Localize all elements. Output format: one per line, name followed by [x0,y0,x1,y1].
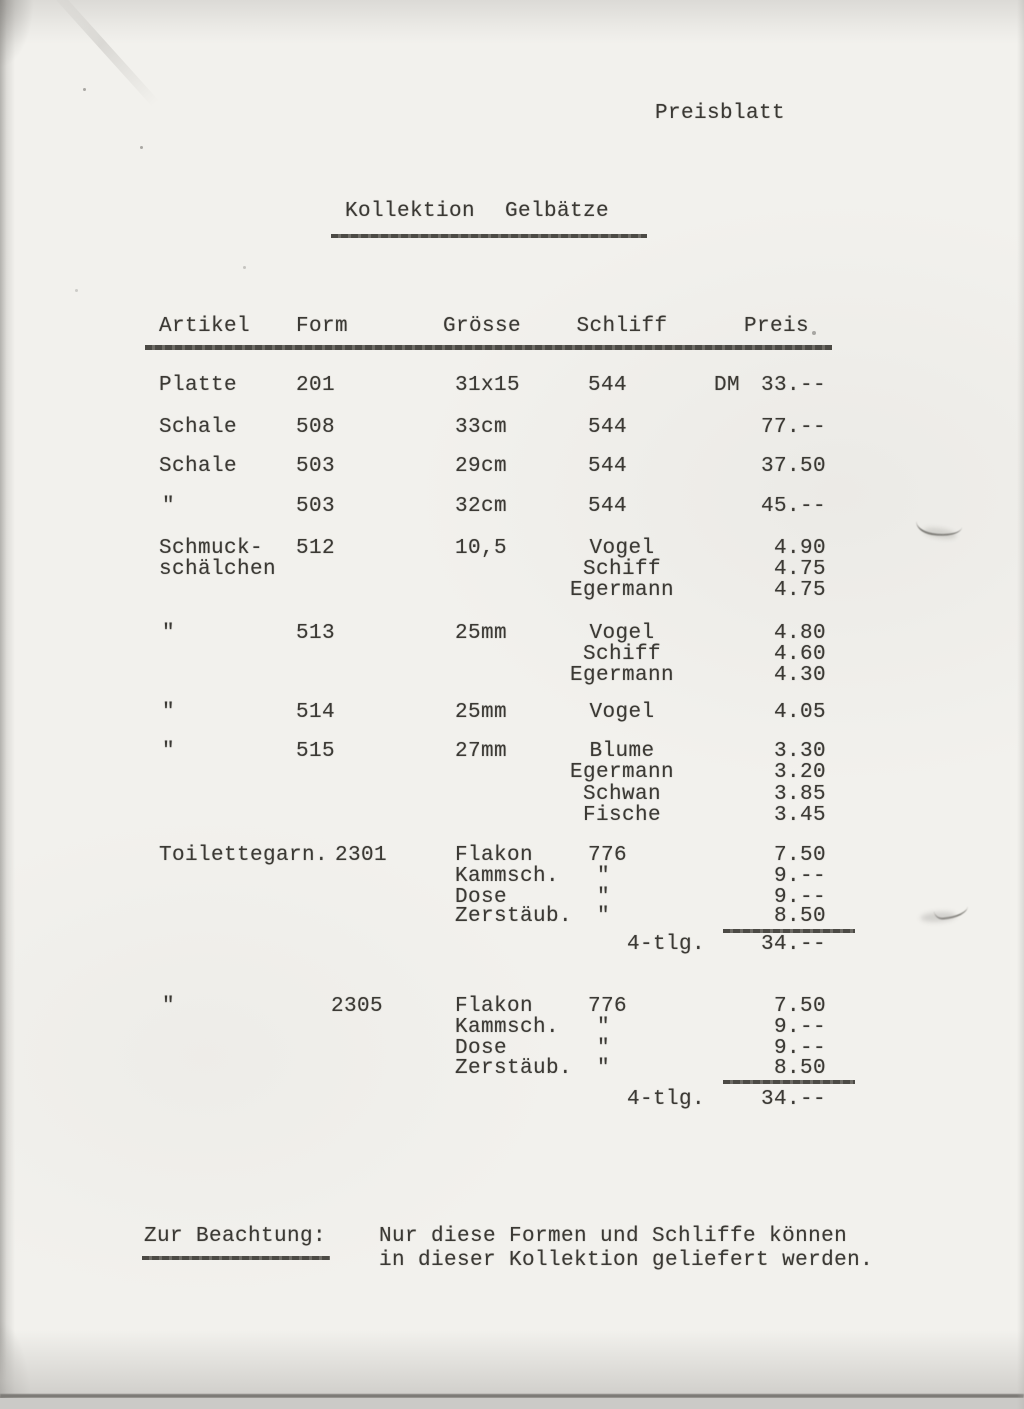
cell-schliff: Fische [582,804,661,827]
cell-schliff: Egermann [570,664,675,687]
cell-preis: 3.20 [773,761,826,784]
heading-underline [331,234,647,238]
scan-left-edge [0,0,15,1409]
cell-preis: 7.50 [773,995,826,1018]
cell-schliff-ditto: " [597,905,611,928]
paper-crease-mark [934,904,969,920]
cell-preis: 45.-- [760,495,826,518]
scan-bottom-strip [0,1398,1024,1409]
cell-groesse: Flakon [455,844,534,867]
cell-form: 514 [296,701,336,724]
cell-groesse: Dose [455,886,508,909]
cell-artikel: Schale [159,416,238,439]
paper-crease-mark [915,513,964,540]
cell-preis: 8.50 [773,905,826,928]
cell-form: 503 [296,455,336,478]
column-header-preis: Preis [744,315,810,338]
cell-groesse: 31x15 [455,374,521,397]
cell-form: 508 [296,416,336,439]
cell-preis: 7.50 [773,844,826,867]
stray-ink-dot [812,331,816,335]
cell-groesse: 33cm [455,416,508,439]
cell-artikel-ditto: " [162,740,176,763]
cell-preis: 4.90 [773,537,826,560]
cell-preis: 37.50 [760,455,826,478]
note-label: Zur Beachtung: [144,1225,327,1248]
cell-preis: 9.-- [773,1037,826,1060]
cell-artikel: Schmuck- [159,537,264,560]
cell-artikel-ditto: " [162,701,176,724]
cell-schliff: 544 [588,374,628,397]
cell-schliff: Vogel [589,622,655,645]
cell-preis: 4.75 [773,558,826,581]
cell-groesse: 32cm [455,495,508,518]
cell-form: 515 [296,740,336,763]
scan-corner-shadow-top [0,0,60,120]
note-text-line1: Nur diese Formen und Schliffe können [379,1225,848,1248]
cell-groesse: Dose [455,1037,508,1060]
column-header-schliff: Schliff [576,315,668,338]
subtotal-underline [723,1080,855,1084]
cell-preis: 4.75 [773,579,826,602]
cell-schliff: 776 [588,844,628,867]
paper-speck [83,88,86,91]
cell-preis: 3.85 [773,783,826,806]
column-header-form: Form [296,315,349,338]
note-text-line2: in dieser Kollektion geliefert werden. [379,1249,874,1272]
column-header-groesse: Grösse [443,315,522,338]
cell-form: 512 [296,537,336,560]
cell-preis: 9.-- [773,865,826,888]
cell-artikel-ditto: " [162,495,176,518]
cell-groesse: 25mm [455,701,508,724]
cell-preis: 3.30 [773,740,826,763]
cell-artikel-ditto: " [162,622,176,645]
cell-preis: 8.50 [773,1057,826,1080]
set-label: 4-tlg. [627,933,706,956]
cell-artikel: Schale [159,455,238,478]
set-total-preis: 34.-- [760,1088,826,1111]
paper-speck [140,146,143,149]
cell-preis: 4.30 [773,664,826,687]
cell-artikel: Platte [159,374,238,397]
cell-groesse: Flakon [455,995,534,1018]
cell-schliff: Schiff [582,558,661,581]
cell-groesse: Kammsch. [455,865,560,888]
cell-schliff: 544 [588,455,628,478]
cell-form: 513 [296,622,336,645]
cell-preis: 4.80 [773,622,826,645]
cell-groesse: Zerstäub. [455,905,573,928]
header-underline [145,345,832,350]
scan-top-shadow [0,0,1024,44]
cell-schliff-ditto: " [597,1037,611,1060]
cell-schliff-ditto: " [597,865,611,888]
set-label: 4-tlg. [627,1088,706,1111]
currency-label: DM [714,374,741,397]
note-underline [142,1256,330,1260]
cell-preis: 77.-- [760,416,826,439]
cell-groesse: 10,5 [455,537,508,560]
cell-groesse: 25mm [455,622,508,645]
paper-speck [75,289,78,292]
cell-preis: 3.45 [773,804,826,827]
scan-bottom-shadow [0,1330,1024,1396]
column-header-artikel: Artikel [159,315,251,338]
cell-schliff: Blume [589,740,655,763]
cell-preis: 4.60 [773,643,826,666]
cell-schliff: 544 [588,416,628,439]
cell-artikel-ditto: " [162,995,176,1018]
cell-form: 503 [296,495,336,518]
cell-schliff: Schwan [582,783,661,806]
cell-preis: 9.-- [773,1016,826,1039]
cell-schliff-ditto: " [597,886,611,909]
cell-groesse: Kammsch. [455,1016,560,1039]
cell-schliff: Egermann [570,579,675,602]
cell-form: 2301 [335,844,388,867]
collection-heading-name: Gelbätze [505,200,610,223]
cell-schliff-ditto: " [597,1016,611,1039]
set-total-preis: 34.-- [760,933,826,956]
cell-artikel: Toilettegarn. [159,844,329,867]
cell-preis: 9.-- [773,886,826,909]
cell-preis: 4.05 [773,701,826,724]
cell-schliff: 776 [588,995,628,1018]
cell-preis: 33.-- [760,374,826,397]
cell-form: 201 [296,374,336,397]
scan-right-edge [1017,0,1024,1409]
paper-speck [243,266,246,269]
cell-schliff: Vogel [589,701,655,724]
cell-artikel-line2: schälchen [159,558,277,581]
page-title: Preisblatt [655,102,786,125]
cell-form: 2305 [331,995,384,1018]
cell-schliff: 544 [588,495,628,518]
cell-groesse: Zerstäub. [455,1057,573,1080]
cell-schliff: Schiff [582,643,661,666]
cell-groesse: 29cm [455,455,508,478]
cell-schliff-ditto: " [597,1057,611,1080]
cell-schliff: Egermann [570,761,675,784]
collection-heading-label: Kollektion [345,200,476,223]
cell-groesse: 27mm [455,740,508,763]
cell-schliff: Vogel [589,537,655,560]
